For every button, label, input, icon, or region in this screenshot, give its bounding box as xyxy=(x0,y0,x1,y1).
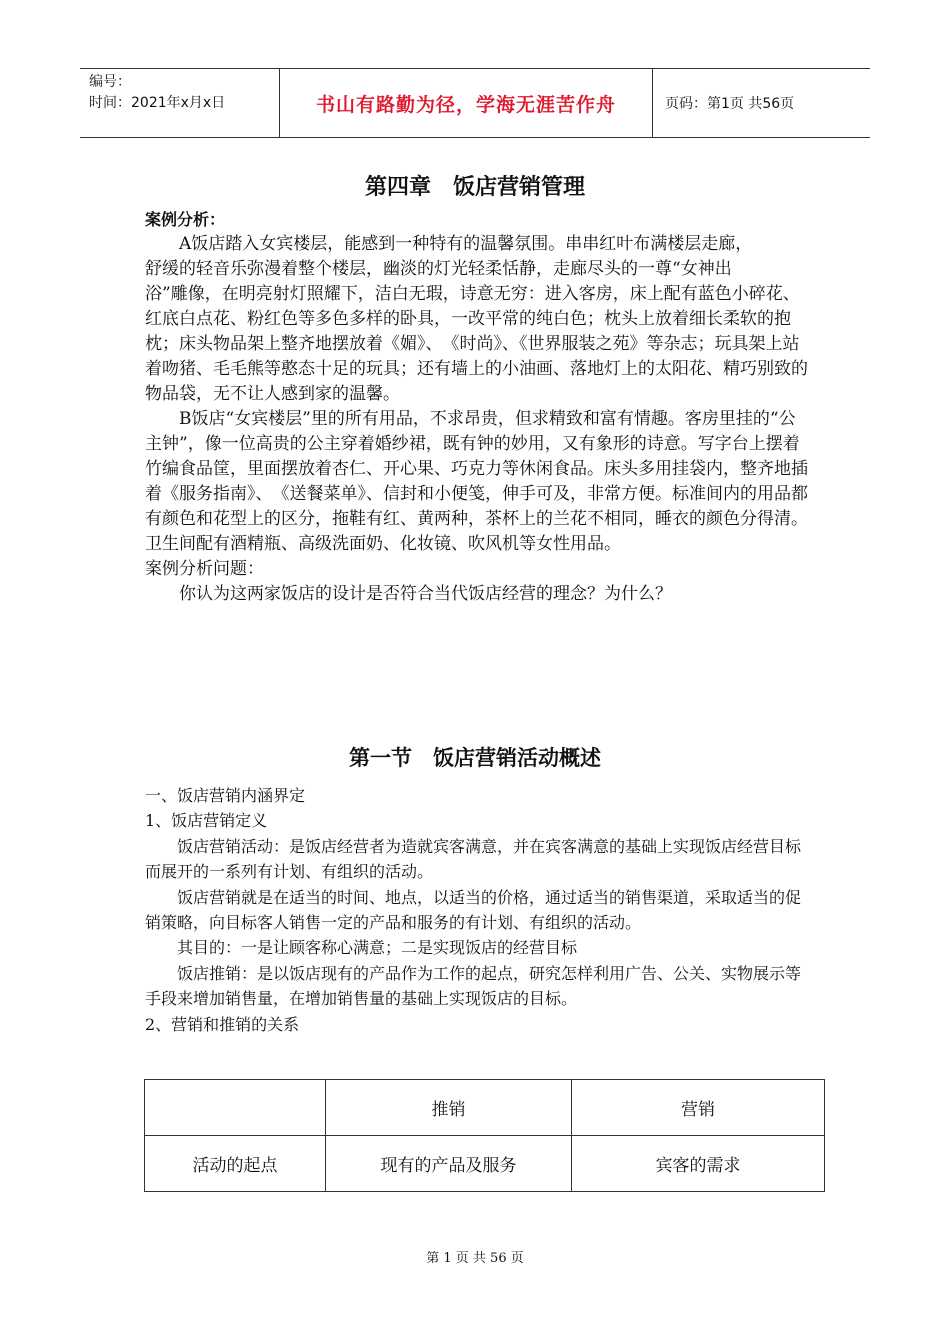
paragraph-purpose: 其目的：一是让顾客称心满意；二是实现饭店的经营目标 xyxy=(177,938,578,958)
paragraph-promotion: 饭店推销：是以饭店现有的产品作为工作的起点，研究怎样利用广告、公关、实物展示等手段来增加销售量，在增加销售量的基础上实现饭店的目标。 xyxy=(145,963,802,1009)
table-header-row xyxy=(145,1080,825,1136)
heading-level1: 一、饭店营销内涵界定 xyxy=(145,786,306,805)
case-question-label: 案例分析问题： xyxy=(145,559,264,579)
heading-definition: 1、饭店营销定义 xyxy=(145,811,268,831)
chapter-title: 第四章 饭店营销管理 xyxy=(364,175,585,200)
page-header xyxy=(80,68,870,138)
case-para-a-line1: A饭店踏入女宾楼层，能感到一种特有的温馨氛围。串串红叶布满楼层走廊， xyxy=(179,234,753,254)
case-question: 你认为这两家饭店的设计是否符合当代饭店经营的理念？为什么？ xyxy=(179,584,672,604)
header-page-number: 页码：第1页 共56页 xyxy=(665,96,795,112)
table-cell: 现有的产品及服务 xyxy=(326,1136,572,1192)
document-number-label: 编号： xyxy=(89,74,131,90)
case-para-a-line3: 浴”雕像，在明亮射灯照耀下，洁白无瑕，诗意无穷：进入客房，床上配有蓝色小碎花、红底白点花、粉红色等多色多样的卧具，一改平常的纯白色；枕头上放着细长柔软的抱枕；床头物品架上整齐地摆放着《媚》、 《时尚》、《世界服装之苑》等杂志；玩具架上站着吻猪、毛毛熊等憨态十足的玩具；还有墙上的小油画、落地灯上的太阳花、精巧别致的物品袋，无不让人感到家的温馨。 xyxy=(145,284,808,404)
header-meta xyxy=(80,69,280,137)
section-title: 第一节 饭店营销活动概述 xyxy=(349,746,601,770)
case-heading: 案例分析： xyxy=(145,210,226,229)
table-cell: 宾客的需求 xyxy=(572,1136,825,1192)
heading-relationship: 2、营销和推销的关系 xyxy=(145,1014,300,1034)
table-header-cell xyxy=(145,1080,326,1136)
paragraph-marketing-activity: 饭店营销活动：是饭店经营者为造就宾客满意，并在宾客满意的基础上实现饭店经营目标而展开的一系列有计划、有组织的活动。 xyxy=(145,836,802,882)
table-header-cell: 营销 xyxy=(572,1080,825,1136)
section-body xyxy=(145,783,810,1037)
table-header-cell: 推销 xyxy=(326,1080,572,1136)
document-date: 时间：2021年x月x日 xyxy=(89,95,226,111)
case-study xyxy=(145,207,810,607)
header-motto: 书山有路勤为径，学海无涯苦作舟 xyxy=(280,69,653,137)
case-para-a-line2: 舒缓的轻音乐弥漫着整个楼层，幽淡的灯光轻柔恬静，走廊尽头的一尊“女神出 xyxy=(145,259,732,279)
comparison-table xyxy=(144,1079,825,1192)
paragraph-marketing-definition: 饭店营销就是在适当的时间、地点，以适当的价格，通过适当的销售渠道，采取适当的促销策略，向目标客人销售一定的产品和服务的有计划、有组织的活动。 xyxy=(145,887,802,933)
table-cell: 活动的起点 xyxy=(145,1136,326,1192)
page-footer: 第 1 页 共 56 页 xyxy=(426,1251,524,1266)
table-row xyxy=(145,1136,825,1192)
case-para-b: B饭店“女宾楼层”里的所有用品，不求昂贵，但求精致和富有情趣。客房里挂的“公主钟”，像一位高贵的公主穿着婚纱裙，既有钟的妙用，又有象形的诗意。写字台上摆着竹编食品筐，里面摆放着杏仁、开心果、巧克力等休闲食品。床头多用挂袋内，整齐地插着《服务指南》、 《送餐菜单》、信封和小便笺，伸手可及，非常方便。标准间内的用品都有颜色和花型上的区分，拖鞋有红、黄两种，茶杯上的兰花不相同，睡衣的颜色分得清。卫生间配有酒精瓶、高级洗面奶、化妆镜、吹风机等女性用品。 xyxy=(145,409,808,554)
